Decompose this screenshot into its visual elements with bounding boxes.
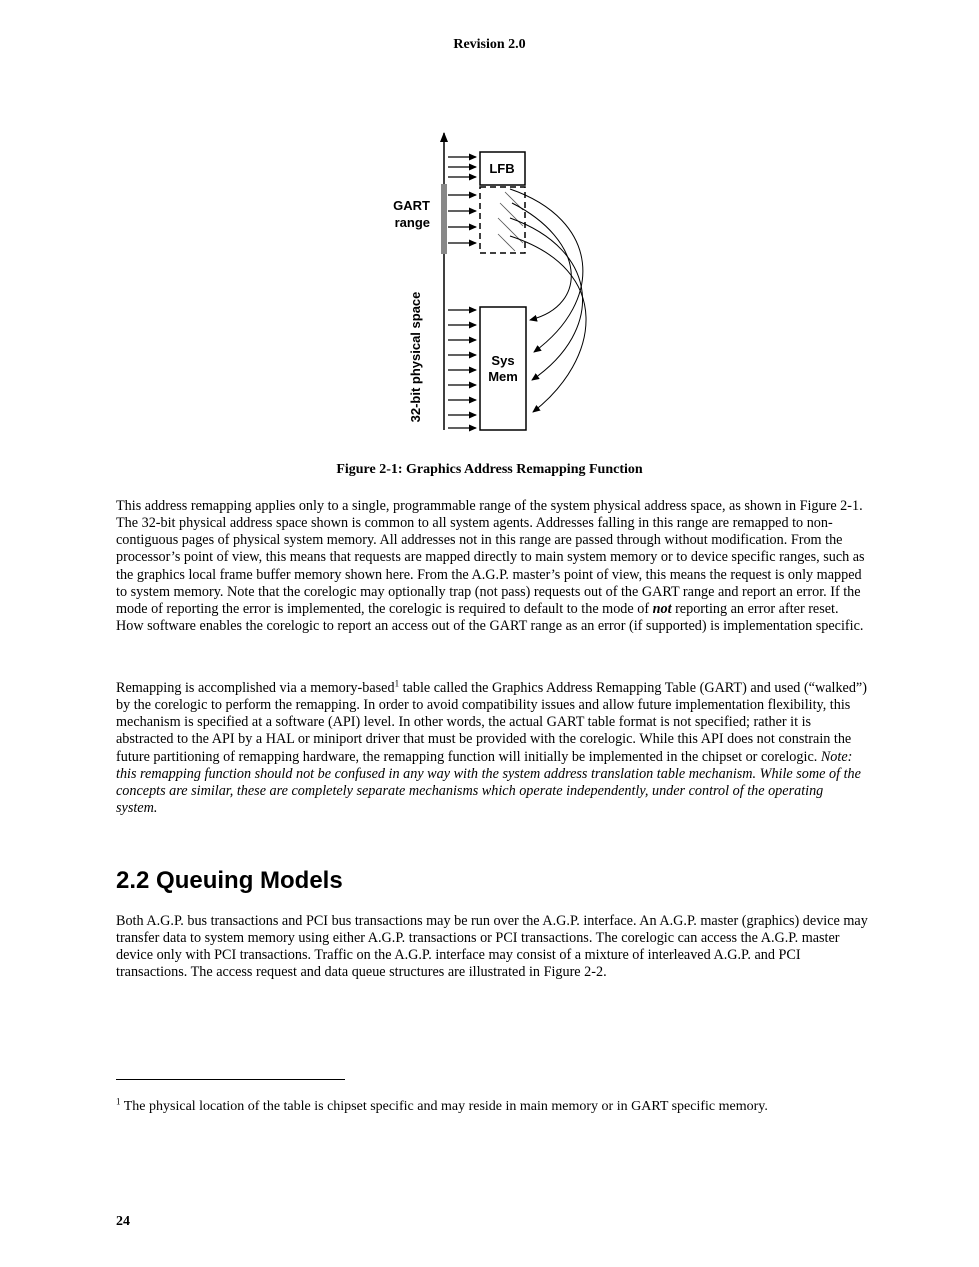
para1-tail: reporting an error after reset. How software enables the corelogic to report an access out of the GART range as an error (if supported) is implementation specific. [116,600,864,635]
footnote-divider [116,1079,345,1080]
para1-emphasis: not [652,600,672,617]
paragraph-gart-table [116,680,868,817]
remap-curves [510,189,586,412]
para2-text-a: Remapping is accomplished via a memory-based [116,680,395,696]
page-header: Revision 2.0 [453,37,526,52]
lfb-label: LFB [489,161,515,176]
para2-text-b: table called the Graphics Address Remapping Table (GART) and used (“walked”) by the corelogic to perform the remapping. In order to avoid compatibility issues and allow future implementation flexibility, this mechanism is specified at a software (API) level. In other words, the actual GART table format is not specified; rather it is abstracted to the API by a HAL or miniport driver that must be provided with the corelogic. While this API does not constrain the future partitioning of remapping hardware, the remapping function will initially be implemented in the chipset or corelogic. [116,680,867,765]
para1-text: This address remapping applies only to a single, programmable range of the system physical address space, as shown in Figure 2-1. The 32-bit physical address space shown is common to all system agents. Addresses falling in this range are remapped to non-contiguous pages of physical system memory. All addresses not in this range are passed through without modification. From the processor’s point of view, this means that requests are mapped directly to main system memory or to device specific ranges, such as the graphics local frame buffer memory shown here. From the A.G.P. master’s point of view, this means the request is only mapped to system memory. Note that the corelogic may optionally trap (not pass) requests out of the GART range and report an error. If the mode of reporting the error is implemented, the corelogic is required to default to the mode of [116,498,865,617]
footnote-mark: 1 [116,1096,121,1107]
paragraph-remapping-scope [116,498,868,635]
axis-label: 32-bit physical space [408,291,423,423]
paragraph-queuing-models: Both A.G.P. bus transactions and PCI bus transactions may be run over the A.G.P. interface. An A.G.P. master (graphics) device may transfer data to system memory using either A.G.P. transactions or PCI transactions. The corelogic can access the A.G.P. master device only with PCI transactions. Traffic on the A.G.P. interface may consist of a mixture of interleaved A.G.P. and PCI transactions. The access request and data queue structures are illustrated in Figure 2-2. [116,913,868,981]
footnote [116,1096,876,1115]
figure-caption: Figure 2-1: Graphics Address Remapping Function [336,462,643,477]
section-heading: 2.2 Queuing Models [116,867,343,894]
para2-note: Note: this remapping function should not be confused in any way with the system address translation table mechanism. While some of the concepts are similar, these are completely separate mechanisms which operate independently, under control of the operating system. [116,748,861,817]
gart-remapping-figure [0,0,979,460]
gart-label-line1: GART [393,198,430,213]
footnote-text: The physical location of the table is chipset specific and may reside in main memory or in GART specific memory. [120,1099,768,1114]
footnote-reference[interactable]: 1 [394,678,400,689]
page-number: 24 [116,1214,130,1229]
address-arrows [448,157,476,428]
gart-label-line2: range [394,215,430,230]
sysmem-label-line1: Sys [491,353,515,368]
gart-aperture-box [480,187,525,253]
gart-range-bar [441,184,447,254]
sysmem-label-line2: Mem [488,369,518,384]
